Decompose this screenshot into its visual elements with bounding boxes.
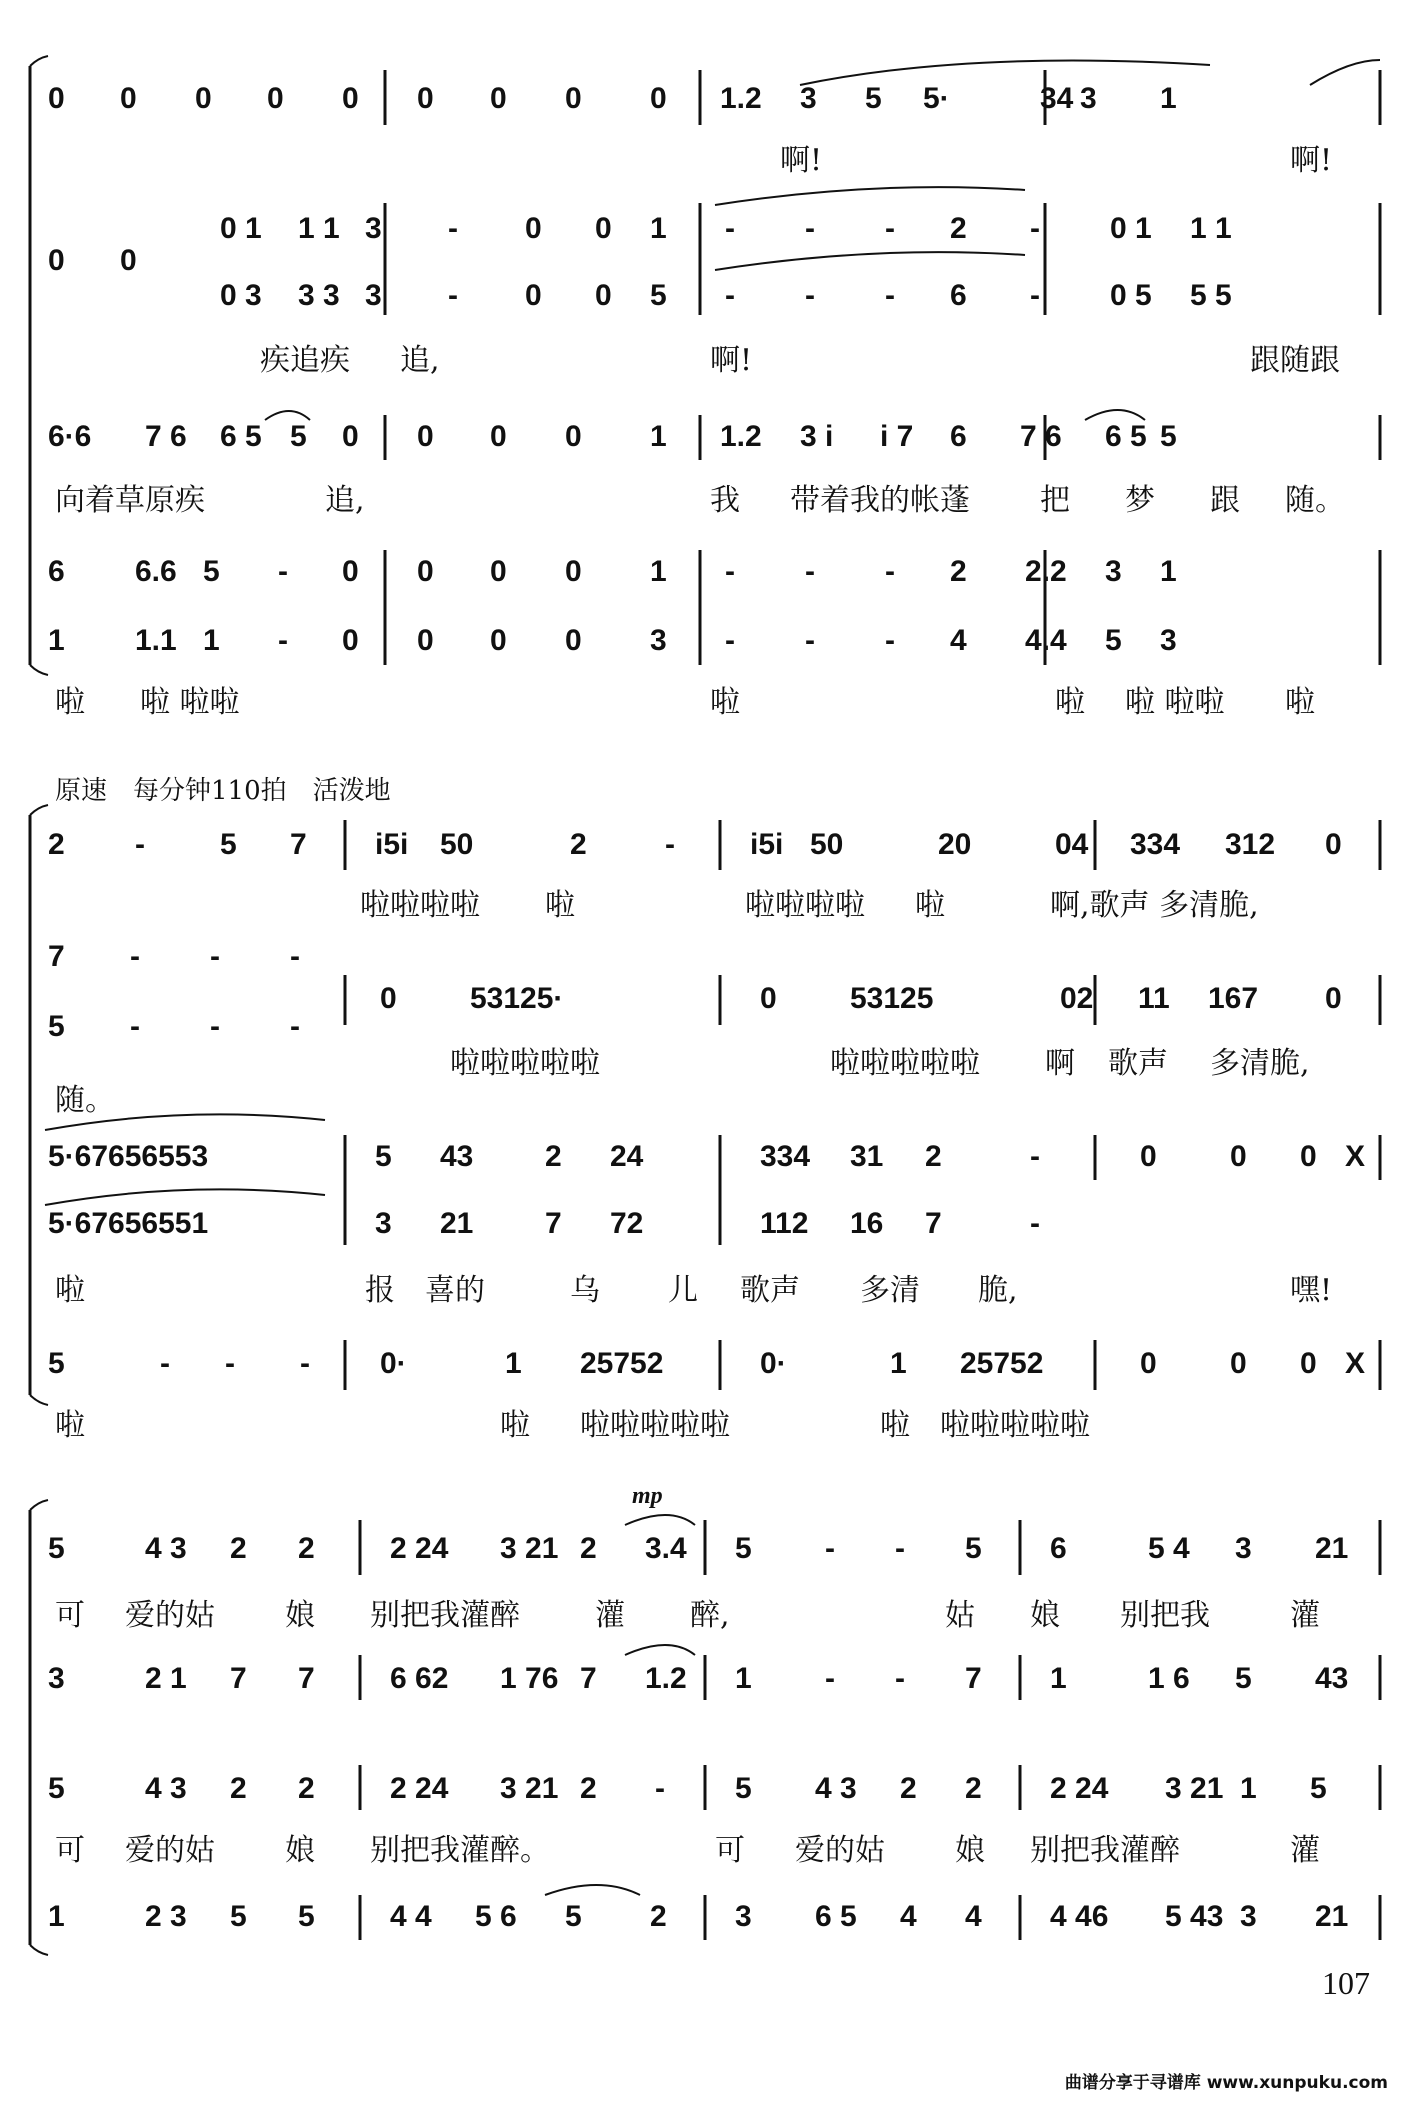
note-s3-r3: 5 bbox=[48, 1772, 65, 1805]
lyric-s1-l4: 啦 bbox=[1055, 685, 1085, 720]
note-s1-r1: 0 bbox=[267, 82, 284, 115]
note-s2-r4: 53125· bbox=[470, 982, 564, 1015]
note-s1-r3: 0 bbox=[525, 212, 542, 245]
note-s2-r5: 31 bbox=[850, 1140, 884, 1173]
note-s1-r6: 5 bbox=[203, 555, 220, 588]
note-s2-r4: 53125 bbox=[850, 982, 934, 1015]
lyric-s3-l2: 灌 bbox=[1290, 1833, 1320, 1868]
note-s3-r3: 5 bbox=[1310, 1772, 1327, 1805]
lyric-s1-l2: 追, bbox=[400, 343, 440, 378]
lyric-s1-l2: 跟随跟 bbox=[1250, 343, 1340, 378]
note-s1-r4: 0 bbox=[595, 279, 612, 312]
lyric-s2-l2: 啊 bbox=[1045, 1046, 1075, 1081]
note-s1-r6: 0 bbox=[417, 555, 434, 588]
note-s3-r1: 2 24 bbox=[390, 1532, 449, 1565]
note-s3-r4: 5 bbox=[298, 1900, 315, 1933]
note-s3-r4: 21 bbox=[1315, 1900, 1349, 1933]
note-s1-r7: 1 bbox=[203, 624, 220, 657]
note-s2-r5: 5·67656553 bbox=[48, 1140, 209, 1173]
lyric-s1-l4: 啦 bbox=[1285, 685, 1315, 720]
note-s3-r1: 3 21 bbox=[500, 1532, 559, 1565]
note-s3-r3: 2 24 bbox=[1050, 1772, 1109, 1805]
lyric-s3-l1: 娘 bbox=[285, 1598, 315, 1633]
lyric-s2-l2: 啦啦啦啦啦 bbox=[830, 1046, 980, 1081]
note-s2-r1: 50 bbox=[440, 828, 474, 861]
lyric-s2-l2: 歌声 bbox=[1108, 1046, 1168, 1081]
lyric-s3-l2: 别把我灌醉。 bbox=[370, 1833, 550, 1868]
lyric-s2-l1: 啦 bbox=[915, 888, 945, 923]
tempo-marking: 原速 每分钟110拍 活泼地 bbox=[55, 776, 391, 806]
note-s3-r1: - bbox=[825, 1532, 835, 1565]
note-s3-r2: 6 62 bbox=[390, 1662, 449, 1695]
lyric-s1-l3: 梦 bbox=[1125, 483, 1155, 518]
note-s1-r1: 1 bbox=[1160, 82, 1177, 115]
lyric-s3-l1: 别把我灌醉 bbox=[370, 1598, 520, 1633]
lyric-s2-l4: 歌声 bbox=[740, 1273, 800, 1308]
note-s1-r5: 3 i bbox=[800, 420, 834, 453]
note-s1-r6: - bbox=[805, 555, 815, 588]
note-s3-r4: 3 bbox=[1240, 1900, 1257, 1933]
note-s1-r5: 5 bbox=[1160, 420, 1177, 453]
lyric-s2-l2: 多清脆, bbox=[1210, 1046, 1310, 1081]
note-s1-r4: - bbox=[448, 279, 458, 312]
note-s3-r2: 1 bbox=[1050, 1662, 1067, 1695]
note-s1-r7: 1.1 bbox=[135, 624, 177, 657]
note-s1-r6: 3 bbox=[1105, 555, 1122, 588]
note-s2-r7: - bbox=[225, 1347, 235, 1380]
lyric-s3-l1: 灌 bbox=[595, 1598, 625, 1633]
note-s1-r3: 1 1 bbox=[1190, 212, 1232, 245]
note-s3-r3: 2 bbox=[298, 1772, 315, 1805]
note-s3-r1: 2 bbox=[580, 1532, 597, 1565]
lyric-s1-l3: 随。 bbox=[1285, 483, 1345, 518]
lyric-s3-l1: 娘 bbox=[1030, 1598, 1060, 1633]
note-s2-r4: 02 bbox=[1060, 982, 1094, 1015]
note-s3-r2: 7 bbox=[230, 1662, 247, 1695]
lyric-s3-l1: 灌 bbox=[1290, 1598, 1320, 1633]
note-s3-r2: 5 bbox=[1235, 1662, 1252, 1695]
note-s2-r3: - bbox=[210, 1010, 220, 1043]
note-s1-r4: 5 5 bbox=[1190, 279, 1232, 312]
note-s3-r2: 1 bbox=[735, 1662, 752, 1695]
lyric-s3-l1: 姑 bbox=[945, 1598, 975, 1633]
note-s3-r1: 3 bbox=[1235, 1532, 1252, 1565]
lyric-s2-l1: 啦啦啦啦 bbox=[360, 888, 480, 923]
note-s2-r1: 0 bbox=[1325, 828, 1342, 861]
note-s2-r5: 24 bbox=[610, 1140, 644, 1173]
note-s1-r5: 0 bbox=[417, 420, 434, 453]
lyric-s2-l4: 嘿! bbox=[1290, 1273, 1333, 1308]
lyric-s1-l3: 把 bbox=[1040, 483, 1070, 518]
note-s1-r4: - bbox=[885, 279, 895, 312]
note-s2-r1: 7 bbox=[290, 828, 307, 861]
lyric-s2-l4: 多清 bbox=[860, 1273, 920, 1308]
note-s2-r4: 0 bbox=[1325, 982, 1342, 1015]
note-s1-r6: - bbox=[725, 555, 735, 588]
note-s1-r5: 0 bbox=[490, 420, 507, 453]
note-s2-r5: X bbox=[1345, 1140, 1366, 1173]
note-s2-r1: 2 bbox=[48, 828, 65, 861]
lyric-s3-l2: 可 bbox=[55, 1833, 85, 1868]
note-s3-r1: 5 bbox=[48, 1532, 65, 1565]
note-s1-r5: 6 bbox=[950, 420, 967, 453]
lyric-s1-l2: 疾追疾 bbox=[260, 343, 350, 378]
lyric-s2-l5: 啦 bbox=[500, 1408, 530, 1443]
note-s1-r3: - bbox=[448, 212, 458, 245]
lyric-s2-l4: 报 bbox=[365, 1273, 395, 1308]
note-s1-r4: 0 5 bbox=[1110, 279, 1152, 312]
lyric-s2-l4: 乌 bbox=[570, 1273, 600, 1308]
note-s2-r7: 25752 bbox=[960, 1347, 1044, 1380]
note-s2-r7: 0 bbox=[1140, 1347, 1157, 1380]
note-s3-r3: 3 21 bbox=[1165, 1772, 1224, 1805]
note-s2-r6: 5·67656551 bbox=[48, 1207, 209, 1240]
note-s3-r3: 2 bbox=[580, 1772, 597, 1805]
lyric-s1-l4: 啦 啦啦 bbox=[140, 685, 240, 720]
note-s1-r3: 0 bbox=[595, 212, 612, 245]
note-s1-r2: 0 bbox=[48, 244, 65, 277]
note-s3-r1: 3.4 bbox=[645, 1532, 687, 1565]
note-s1-r1: 1.2 bbox=[720, 82, 762, 115]
note-s1-r5: 6 5 bbox=[220, 420, 262, 453]
note-s2-r7: 0 bbox=[1300, 1347, 1317, 1380]
lyric-s2-l1: 啦啦啦啦 bbox=[745, 888, 865, 923]
note-s3-r2: 7 bbox=[580, 1662, 597, 1695]
note-s2-r6: 72 bbox=[610, 1207, 644, 1240]
note-s3-r4: 1 bbox=[48, 1900, 65, 1933]
lyric-s2-l5: 啦 bbox=[55, 1408, 85, 1443]
note-s1-r7: - bbox=[725, 624, 735, 657]
note-s3-r1: 6 bbox=[1050, 1532, 1067, 1565]
lyric-s2-l4: 啦 bbox=[55, 1273, 85, 1308]
note-s1-r4: 6 bbox=[950, 279, 967, 312]
note-s3-r4: 6 5 bbox=[815, 1900, 857, 1933]
note-s1-r7: 3 bbox=[1160, 624, 1177, 657]
note-s1-r3: - bbox=[805, 212, 815, 245]
note-s1-r1: 0 bbox=[195, 82, 212, 115]
note-s3-r4: 4 bbox=[900, 1900, 917, 1933]
note-s2-r7: 0· bbox=[380, 1347, 407, 1380]
note-s1-r6: - bbox=[278, 555, 288, 588]
note-s2-r1: i5i bbox=[375, 828, 409, 861]
note-s1-r3: 1 bbox=[650, 212, 667, 245]
note-s3-r2: 2 1 bbox=[145, 1662, 187, 1695]
note-s2-r7: 0 bbox=[1230, 1347, 1247, 1380]
note-s3-r4: 2 bbox=[650, 1900, 667, 1933]
note-s3-r3: 2 bbox=[900, 1772, 917, 1805]
note-s1-r4: - bbox=[1030, 279, 1040, 312]
note-s2-r5: 0 bbox=[1230, 1140, 1247, 1173]
lyric-s2-l5: 啦啦啦啦啦 bbox=[580, 1408, 730, 1443]
note-s1-r3: 2 bbox=[950, 212, 967, 245]
lyric-s1-l3: 我 bbox=[710, 483, 740, 518]
note-s3-r2: - bbox=[825, 1662, 835, 1695]
dynamic-mark: mp bbox=[632, 1483, 663, 1509]
lyric-s2-l1: 啊,歌声 多清脆, bbox=[1050, 888, 1259, 923]
note-s2-r3: - bbox=[130, 1010, 140, 1043]
note-s2-r7: 25752 bbox=[580, 1347, 664, 1380]
note-s1-r1: 0 bbox=[120, 82, 137, 115]
note-s3-r4: 5 43 bbox=[1165, 1900, 1224, 1933]
note-s1-r6: 2 bbox=[950, 555, 967, 588]
note-s1-r6: 0 bbox=[490, 555, 507, 588]
note-s2-r6: 16 bbox=[850, 1207, 884, 1240]
note-s1-r3: 1 1 bbox=[298, 212, 340, 245]
note-s2-r4: 167 bbox=[1208, 982, 1259, 1015]
note-s3-r3: 1 bbox=[1240, 1772, 1257, 1805]
note-s3-r4: 4 4 bbox=[390, 1900, 432, 1933]
lyric-s2-l4: 儿 bbox=[668, 1273, 698, 1308]
note-s2-r3: - bbox=[290, 1010, 300, 1043]
note-s2-r1: 2 bbox=[570, 828, 587, 861]
note-s1-r6: 1 bbox=[1160, 555, 1177, 588]
note-s2-r5: 2 bbox=[925, 1140, 942, 1173]
note-s3-r3: 2 bbox=[965, 1772, 982, 1805]
note-s1-r6: 0 bbox=[342, 555, 359, 588]
note-s2-r5: 0 bbox=[1140, 1140, 1157, 1173]
note-s3-r1: 5 bbox=[965, 1532, 982, 1565]
lyric-s3-l2: 娘 bbox=[285, 1833, 315, 1868]
lyric-s2-l3: 随。 bbox=[55, 1083, 115, 1118]
note-s1-r1: 3 bbox=[800, 82, 817, 115]
note-s1-r7: - bbox=[278, 624, 288, 657]
note-s2-r2: - bbox=[130, 940, 140, 973]
note-s2-r2: 7 bbox=[48, 940, 65, 973]
note-s3-r2: 1 6 bbox=[1148, 1662, 1190, 1695]
note-s2-r7: 5 bbox=[48, 1347, 65, 1380]
note-s1-r7: - bbox=[885, 624, 895, 657]
note-s1-r7: 0 bbox=[417, 624, 434, 657]
note-s3-r2: 7 bbox=[965, 1662, 982, 1695]
note-s1-r1: 0 bbox=[565, 82, 582, 115]
note-s2-r4: 0 bbox=[380, 982, 397, 1015]
note-s1-r7: 4.4 bbox=[1025, 624, 1067, 657]
note-s1-r7: 3 bbox=[650, 624, 667, 657]
note-s2-r1: - bbox=[135, 828, 145, 861]
lyric-s3-l1: 别把我 bbox=[1120, 1598, 1210, 1633]
note-s3-r3: 4 3 bbox=[145, 1772, 187, 1805]
lyric-s3-l2: 娘 bbox=[955, 1833, 985, 1868]
note-s1-r3: 0 1 bbox=[1110, 212, 1152, 245]
note-s1-r5: 1.2 bbox=[720, 420, 762, 453]
note-s3-r2: 1.2 bbox=[645, 1662, 687, 1695]
lyric-s2-l4: 脆, bbox=[978, 1273, 1018, 1308]
note-s1-r3: - bbox=[725, 212, 735, 245]
note-s2-r1: - bbox=[665, 828, 675, 861]
note-s1-r7: 5 bbox=[1105, 624, 1122, 657]
note-s2-r6: - bbox=[1030, 1207, 1040, 1240]
note-s3-r1: 4 3 bbox=[145, 1532, 187, 1565]
note-s3-r2: 3 bbox=[48, 1662, 65, 1695]
note-s3-r4: 2 3 bbox=[145, 1900, 187, 1933]
lyric-s2-l5: 啦 bbox=[880, 1408, 910, 1443]
note-s2-r7: 1 bbox=[890, 1347, 907, 1380]
lyric-s3-l2: 别把我灌醉 bbox=[1030, 1833, 1180, 1868]
note-s2-r2: - bbox=[210, 940, 220, 973]
note-s1-r3: 0 1 bbox=[220, 212, 262, 245]
note-s1-r5: 7 6 bbox=[145, 420, 187, 453]
lyric-s3-l1: 爱的姑 bbox=[125, 1598, 215, 1633]
lyric-s1-l3: 跟 bbox=[1210, 483, 1240, 518]
note-s2-r5: 2 bbox=[545, 1140, 562, 1173]
note-s2-r6: 7 bbox=[925, 1207, 942, 1240]
note-s3-r3: - bbox=[655, 1772, 665, 1805]
note-s1-r6: 6.6 bbox=[135, 555, 177, 588]
lyric-s3-l2: 爱的姑 bbox=[795, 1833, 885, 1868]
note-s1-r1: 34 bbox=[1040, 82, 1074, 115]
note-s3-r3: 2 bbox=[230, 1772, 247, 1805]
note-s2-r1: 04 bbox=[1055, 828, 1089, 861]
note-s1-r6: 6 bbox=[48, 555, 65, 588]
note-s2-r7: 0· bbox=[760, 1347, 787, 1380]
note-s3-r1: 21 bbox=[1315, 1532, 1349, 1565]
note-s2-r2: - bbox=[290, 940, 300, 973]
note-s3-r3: 2 24 bbox=[390, 1772, 449, 1805]
note-s3-r3: 3 21 bbox=[500, 1772, 559, 1805]
note-s2-r5: - bbox=[1030, 1140, 1040, 1173]
note-s1-r4: - bbox=[725, 279, 735, 312]
note-s2-r6: 21 bbox=[440, 1207, 474, 1240]
note-s1-r1: 0 bbox=[48, 82, 65, 115]
note-s2-r1: 312 bbox=[1225, 828, 1276, 861]
note-s2-r3: 5 bbox=[48, 1010, 65, 1043]
lyric-s1-l4: 啦 啦啦 bbox=[1125, 685, 1225, 720]
note-s2-r7: - bbox=[160, 1347, 170, 1380]
lyric-s2-l1: 啦 bbox=[545, 888, 575, 923]
lyric-s1-l3: 带着我的帐蓬 bbox=[790, 483, 970, 518]
note-s2-r6: 3 bbox=[375, 1207, 392, 1240]
footer-watermark: 曲谱分享于寻谱库 www.xunpuku.com bbox=[1064, 2073, 1388, 2093]
note-s1-r1: 0 bbox=[490, 82, 507, 115]
note-s2-r7: 1 bbox=[505, 1347, 522, 1380]
note-s2-r4: 0 bbox=[760, 982, 777, 1015]
note-s1-r7: 0 bbox=[490, 624, 507, 657]
note-s1-r7: 4 bbox=[950, 624, 967, 657]
note-s2-r4: 11 bbox=[1138, 982, 1170, 1015]
note-s1-r1: 5 bbox=[865, 82, 882, 115]
note-s1-r6: 1 bbox=[650, 555, 667, 588]
lyric-s1-l1: 啊! bbox=[1290, 143, 1333, 178]
note-s1-r6: - bbox=[885, 555, 895, 588]
note-s1-r4: 3 bbox=[365, 279, 382, 312]
note-s3-r3: 5 bbox=[735, 1772, 752, 1805]
note-s3-r4: 5 6 bbox=[475, 1900, 517, 1933]
lyric-s3-l1: 可 bbox=[55, 1598, 85, 1633]
note-s1-r5: 6·6 bbox=[48, 420, 92, 453]
note-s3-r1: 2 bbox=[298, 1532, 315, 1565]
note-s1-r1: 5· bbox=[923, 82, 950, 115]
note-s2-r5: 334 bbox=[760, 1140, 811, 1173]
note-s1-r4: 5 bbox=[650, 279, 667, 312]
note-s3-r1: - bbox=[895, 1532, 905, 1565]
note-s1-r3: - bbox=[1030, 212, 1040, 245]
note-s3-r2: 43 bbox=[1315, 1662, 1349, 1695]
page-number: 107 bbox=[1322, 1965, 1370, 2001]
note-s3-r2: 1 76 bbox=[500, 1662, 559, 1695]
note-s2-r1: i5i bbox=[750, 828, 784, 861]
note-s1-r6: 0 bbox=[565, 555, 582, 588]
note-s1-r5: 0 bbox=[342, 420, 359, 453]
note-s1-r4: 0 bbox=[525, 279, 542, 312]
lyric-s2-l4: 喜的 bbox=[425, 1273, 485, 1308]
note-s2-r5: 0 bbox=[1300, 1140, 1317, 1173]
note-s1-r7: 0 bbox=[565, 624, 582, 657]
note-s3-r4: 4 46 bbox=[1050, 1900, 1109, 1933]
note-s1-r3: 3 bbox=[365, 212, 382, 245]
note-s2-r7: X bbox=[1345, 1347, 1366, 1380]
note-s1-r1: 0 bbox=[417, 82, 434, 115]
lyric-s1-l4: 啦 bbox=[55, 685, 85, 720]
note-s1-r5: 5 bbox=[290, 420, 307, 453]
note-s1-r7: 1 bbox=[48, 624, 65, 657]
lyric-s1-l3: 向着草原疾 bbox=[55, 483, 205, 518]
note-s1-r7: - bbox=[805, 624, 815, 657]
lyric-s2-l5: 啦啦啦啦啦 bbox=[940, 1408, 1090, 1443]
lyric-s1-l4: 啦 bbox=[710, 685, 740, 720]
lyric-s3-l1: 醉, bbox=[690, 1598, 730, 1633]
note-s2-r1: 20 bbox=[938, 828, 972, 861]
note-s3-r4: 3 bbox=[735, 1900, 752, 1933]
lyric-s1-l1: 啊! bbox=[780, 143, 823, 178]
lyric-s1-l2: 啊! bbox=[710, 343, 753, 378]
note-s1-r5: 7 6 bbox=[1020, 420, 1062, 453]
note-s1-r4: 0 3 bbox=[220, 279, 262, 312]
note-s2-r5: 5 bbox=[375, 1140, 392, 1173]
note-s1-r1: 3 bbox=[1080, 82, 1097, 115]
note-s1-r5: i 7 bbox=[880, 420, 914, 453]
note-s3-r1: 2 bbox=[230, 1532, 247, 1565]
note-s2-r6: 7 bbox=[545, 1207, 562, 1240]
note-s1-r4: 3 3 bbox=[298, 279, 340, 312]
note-s2-r1: 50 bbox=[810, 828, 844, 861]
note-s1-r1: 0 bbox=[650, 82, 667, 115]
note-s2-r1: 5 bbox=[220, 828, 237, 861]
note-s1-r4: - bbox=[805, 279, 815, 312]
lyric-s3-l2: 可 bbox=[715, 1833, 745, 1868]
note-s1-r7: 0 bbox=[342, 624, 359, 657]
note-s2-r6: 112 bbox=[760, 1207, 809, 1240]
lyric-s1-l3: 追, bbox=[325, 483, 365, 518]
note-s3-r2: 7 bbox=[298, 1662, 315, 1695]
note-s1-r2: 0 bbox=[120, 244, 137, 277]
note-s1-r3: - bbox=[885, 212, 895, 245]
note-s1-r5: 0 bbox=[565, 420, 582, 453]
note-s1-r1: 0 bbox=[342, 82, 359, 115]
note-s1-r5: 1 bbox=[650, 420, 667, 453]
note-s2-r7: - bbox=[300, 1347, 310, 1380]
note-s3-r1: 5 4 bbox=[1148, 1532, 1190, 1565]
lyric-s2-l2: 啦啦啦啦啦 bbox=[450, 1046, 600, 1081]
note-s2-r5: 43 bbox=[440, 1140, 474, 1173]
note-s3-r4: 5 bbox=[565, 1900, 582, 1933]
lyric-s3-l2: 爱的姑 bbox=[125, 1833, 215, 1868]
note-s3-r2: - bbox=[895, 1662, 905, 1695]
note-s3-r4: 4 bbox=[965, 1900, 982, 1933]
note-s1-r5: 6 5 bbox=[1105, 420, 1147, 453]
note-s2-r1: 334 bbox=[1130, 828, 1181, 861]
note-s3-r4: 5 bbox=[230, 1900, 247, 1933]
note-s3-r3: 4 3 bbox=[815, 1772, 857, 1805]
note-s3-r1: 5 bbox=[735, 1532, 752, 1565]
note-s1-r6: 2.2 bbox=[1025, 555, 1067, 588]
